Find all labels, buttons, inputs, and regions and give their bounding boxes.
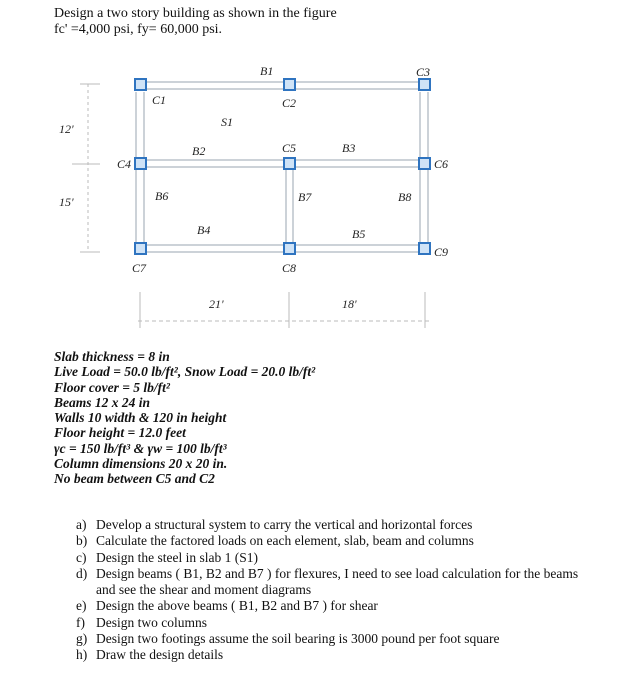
- param-unit-weights: γc = 150 lb/ft³ & γw = 100 lb/ft³: [54, 440, 227, 456]
- task-item: [76, 533, 596, 549]
- label-b1: B1: [260, 64, 274, 78]
- param-beams: Beams 12 x 24 in: [54, 394, 151, 410]
- task-text: Design the above beams ( B1, B2 and B7 ) for shear: [96, 598, 378, 614]
- task-marker: b): [76, 533, 88, 549]
- label-c4: C4: [117, 157, 132, 171]
- label-b6: B6: [155, 189, 169, 203]
- label-b2: B2: [192, 144, 206, 158]
- label-c8: C8: [282, 261, 297, 275]
- label-c1: C1: [152, 93, 167, 107]
- label-c9: C9: [434, 245, 449, 259]
- param-column-dimensions: Column dimensions 20 x 20 in.: [54, 456, 228, 472]
- task-item: [76, 550, 596, 566]
- task-text: Develop a structural system to carry the vertical and horizontal forces: [96, 517, 473, 532]
- column-c2: [284, 79, 295, 90]
- task-item: [76, 647, 596, 663]
- task-item: [76, 566, 596, 599]
- param-loads: Live Load = 50.0 lb/ft², Snow Load = 20.0 lb/ft²: [54, 364, 316, 380]
- task-text: Design two columns: [96, 614, 207, 630]
- column-c8: [284, 243, 295, 254]
- param-floor-height: Floor height = 12.0 feet: [54, 425, 186, 441]
- dim-bottom-span: 15': [59, 195, 74, 209]
- material-properties: fc' =4,000 psi, fy= 60,000 psi.: [54, 22, 223, 37]
- label-c7: C7: [132, 261, 147, 275]
- task-text: Design two footings assume the soil bearing is 3000 pound per foot square: [96, 631, 500, 647]
- task-text: Design beams ( B1, B2 and B7 ) for flexures, I need to see load calculation for the beams and see the shear and moment diagrams: [96, 565, 579, 598]
- task-marker: f): [76, 614, 85, 630]
- label-b7: B7: [298, 190, 312, 204]
- label-c6: C6: [434, 157, 449, 171]
- task-marker: d): [76, 565, 88, 581]
- task-item: [76, 631, 596, 647]
- task-text: Design the steel in slab 1 (S1): [96, 549, 258, 565]
- column-c4: [135, 158, 146, 169]
- task-text: Draw the design details: [96, 647, 224, 663]
- param-walls: Walls 10 width & 120 in height: [54, 410, 227, 426]
- task-marker: c): [76, 549, 87, 565]
- task-marker: h): [76, 647, 88, 663]
- param-floor-cover: Floor cover = 5 lb/ft²: [54, 379, 170, 395]
- task-item: [76, 598, 596, 614]
- column-c6: [419, 158, 430, 169]
- problem-title: Design a two story building as shown in the figure: [54, 6, 337, 21]
- floor-plan-diagram: [0, 0, 628, 340]
- column-c1: [135, 79, 146, 90]
- dim-top-span: 12': [59, 122, 74, 136]
- task-text: Calculate the factored loads on each element, slab, beam and columns: [96, 533, 474, 549]
- column-c3: [419, 79, 430, 90]
- label-b3: B3: [342, 141, 356, 155]
- label-c2: C2: [282, 96, 297, 110]
- dim-right-bay: 18': [342, 297, 357, 311]
- label-b5: B5: [352, 227, 366, 241]
- task-marker: a): [76, 517, 87, 532]
- column-c5: [284, 158, 295, 169]
- label-s1: S1: [221, 115, 233, 129]
- column-c7: [135, 243, 146, 254]
- task-marker: g): [76, 631, 88, 647]
- param-slab-thickness: Slab thickness = 8 in: [54, 349, 170, 364]
- design-parameters: [54, 349, 315, 487]
- task-item: [76, 517, 596, 533]
- param-no-beam-note: No beam between C5 and C2: [54, 471, 215, 487]
- label-b8: B8: [398, 190, 412, 204]
- task-marker: e): [76, 598, 87, 614]
- task-item: [76, 615, 596, 631]
- label-c3: C3: [416, 65, 431, 79]
- task-list: [76, 517, 596, 664]
- column-c9: [419, 243, 430, 254]
- label-c5: C5: [282, 141, 297, 155]
- dim-left-bay: 21': [209, 297, 224, 311]
- label-b4: B4: [197, 223, 211, 237]
